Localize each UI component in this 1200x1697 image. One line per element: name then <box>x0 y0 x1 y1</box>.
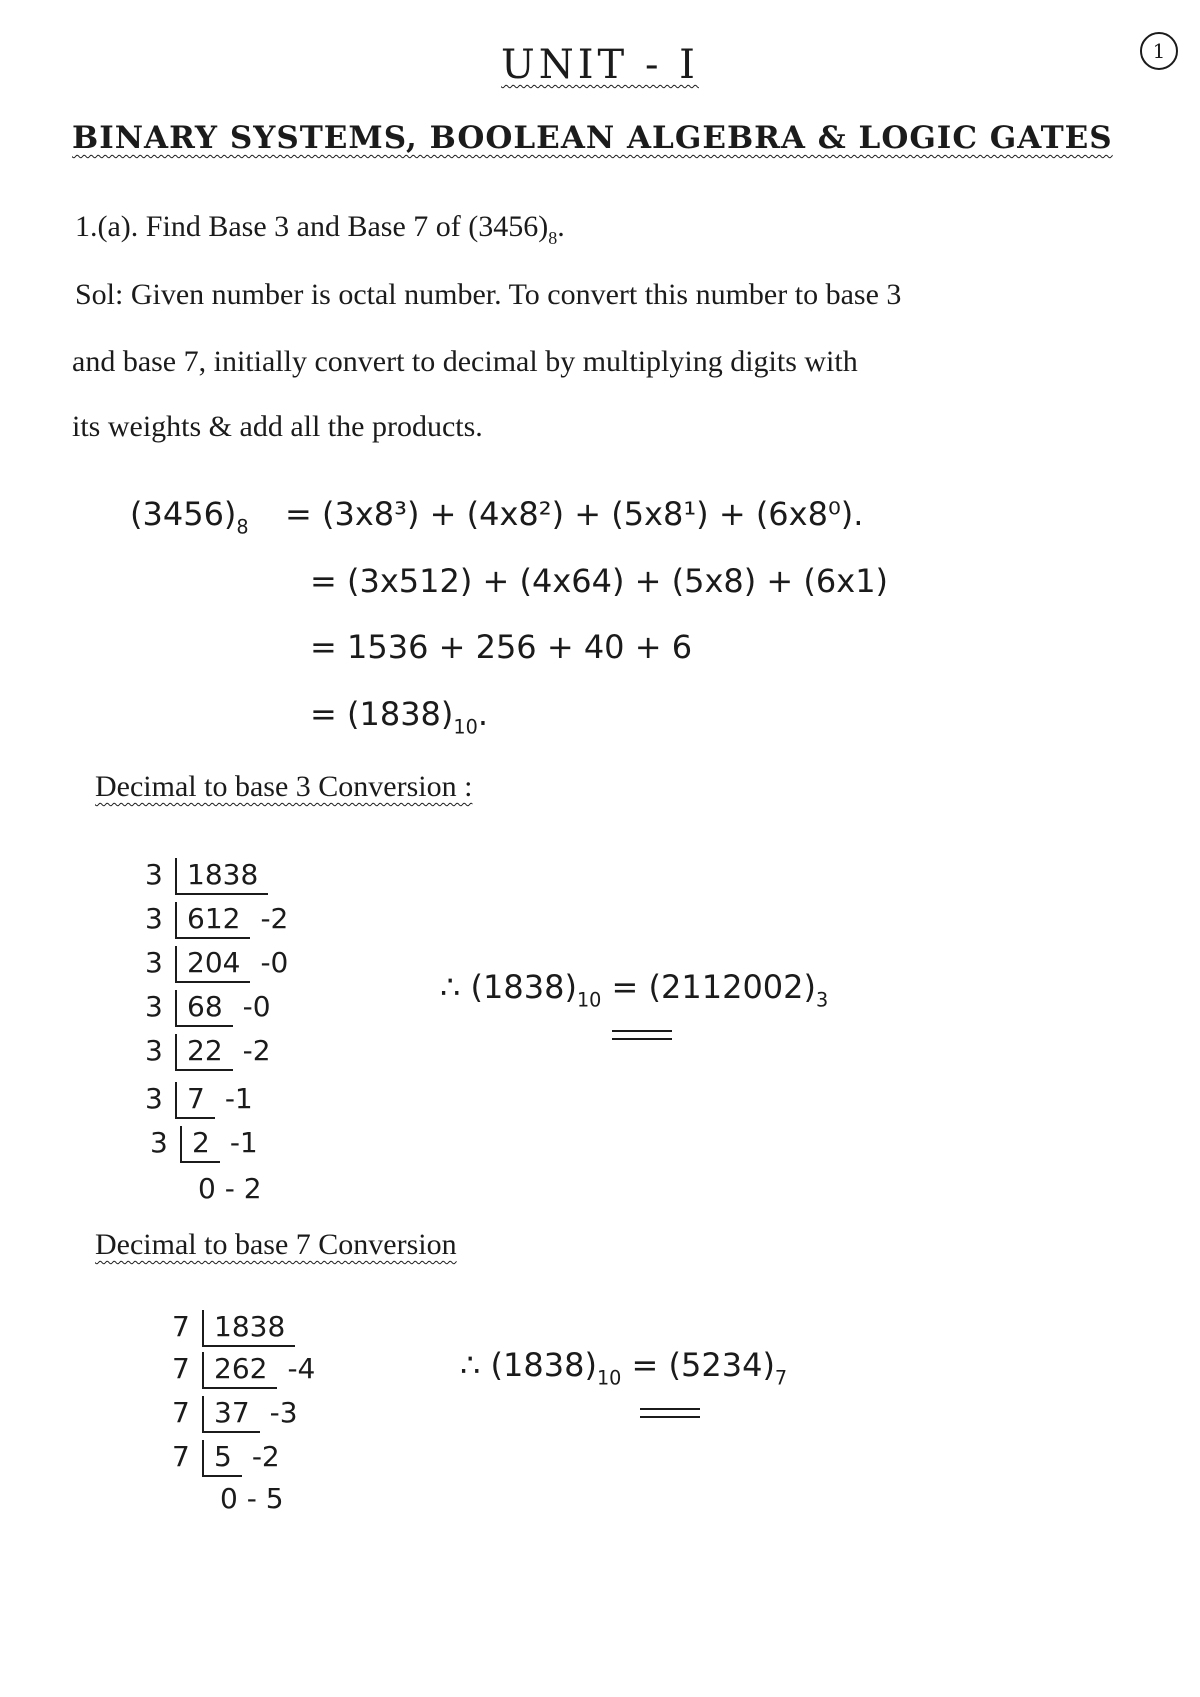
page-number-badge: 1 <box>1140 32 1178 70</box>
base3-remainder: -2 <box>242 1034 271 1067</box>
base7-result-eq: = <box>631 1346 659 1384</box>
base7-divisor: 7 <box>172 1310 190 1343</box>
base7-value: 37 <box>202 1396 260 1433</box>
solution-line-1 <box>75 278 901 312</box>
base7-remainder: -3 <box>269 1396 298 1429</box>
base3-divisor: 3 <box>145 1082 163 1115</box>
base3-row <box>145 946 288 983</box>
base7-divisor: 7 <box>172 1352 190 1385</box>
base7-result-lhs: (1838) <box>490 1346 597 1384</box>
base7-remainder: -4 <box>287 1352 316 1385</box>
base7-row <box>172 1352 315 1389</box>
base7-row <box>172 1310 305 1347</box>
expansion-row-3: = 1536 + 256 + 40 + 6 <box>310 628 693 666</box>
unit-title-text: UNIT - I <box>501 42 699 88</box>
base3-row <box>145 990 271 1027</box>
base7-row <box>172 1440 280 1477</box>
base7-heading: Decimal to base 7 Conversion <box>95 1228 457 1261</box>
base3-row <box>150 1126 258 1163</box>
base3-remainder: -2 <box>260 902 289 935</box>
base7-result-double-underline <box>640 1408 700 1418</box>
base7-value: 5 <box>202 1440 242 1477</box>
unit-title <box>0 42 1200 88</box>
base3-remainder: -0 <box>242 990 271 1023</box>
base7-divisor: 7 <box>172 1396 190 1429</box>
base3-remainder: -1 <box>229 1126 258 1159</box>
base3-result-rhs-base: 3 <box>816 988 829 1012</box>
base3-result-lhs: (1838) <box>470 968 577 1006</box>
base7-value: 1838 <box>202 1310 295 1347</box>
solution-line-2: and base 7, initially convert to decimal by multiplying digits with <box>72 345 858 378</box>
base3-row <box>145 858 278 895</box>
expansion-result: = (1838) <box>310 695 454 733</box>
base3-value: 204 <box>175 946 250 983</box>
question-line <box>75 210 565 249</box>
expansion-lhs <box>130 495 249 539</box>
base7-result-lhs-base: 10 <box>596 1366 622 1390</box>
solution-line-3: its weights & add all the products. <box>72 410 483 443</box>
question-label: 1.(a). <box>75 210 139 243</box>
base3-row <box>145 1034 271 1071</box>
base3-value: 2 <box>180 1126 220 1163</box>
base7-result-prefix: ∴ <box>460 1346 481 1384</box>
expansion-result-end: . <box>477 695 488 733</box>
base7-row <box>172 1396 298 1433</box>
base3-value: 7 <box>175 1082 215 1119</box>
base3-result-eq: = <box>611 968 639 1006</box>
base3-divisor: 3 <box>145 1034 163 1067</box>
base3-row <box>145 1082 253 1119</box>
chapter-subtitle: BINARY SYSTEMS, BOOLEAN ALGEBRA & LOGIC GATES <box>72 120 1113 156</box>
base7-result-rhs-base: 7 <box>774 1366 788 1390</box>
question-end: . <box>557 210 565 243</box>
base3-remainder: -1 <box>224 1082 253 1115</box>
base3-result-lhs-base: 10 <box>576 988 602 1012</box>
base3-final: 0 - 2 <box>198 1172 262 1205</box>
base3-remainder: -0 <box>260 946 289 979</box>
base7-divisor: 7 <box>172 1440 190 1473</box>
expansion-row-2: = (3x512) + (4x64) + (5x8) + (6x1) <box>310 562 889 600</box>
base3-result-double-underline <box>612 1030 672 1040</box>
base7-final: 0 - 5 <box>220 1482 284 1515</box>
base3-result-prefix: ∴ <box>440 968 461 1006</box>
solution-text-1: Given number is octal number. To convert this number to base 3 <box>130 278 902 311</box>
base3-row <box>145 902 288 939</box>
base7-value: 262 <box>202 1352 277 1389</box>
base3-divisor: 3 <box>145 902 163 935</box>
base3-divisor: 3 <box>145 946 163 979</box>
base7-result <box>460 1346 787 1390</box>
solution-label: Sol: <box>75 278 124 311</box>
base3-divisor: 3 <box>150 1126 168 1159</box>
expansion-row-1: = (3x8³) + (4x8²) + (5x8¹) + (6x8⁰). <box>285 495 864 533</box>
base7-result-rhs: (5234) <box>668 1346 775 1384</box>
expansion-lhs-number: (3456) <box>130 495 237 533</box>
question-text: Find Base 3 and Base 7 of (3456) <box>145 210 549 243</box>
expansion-row-4 <box>310 695 488 739</box>
base7-remainder: -2 <box>251 1440 280 1473</box>
base3-value: 68 <box>175 990 233 1027</box>
expansion-lhs-base: 8 <box>236 515 249 539</box>
base3-result-rhs: (2112002) <box>648 968 816 1006</box>
base3-value: 22 <box>175 1034 233 1071</box>
base3-value: 612 <box>175 902 250 939</box>
base3-result <box>440 968 828 1012</box>
question-base: 8 <box>548 228 558 249</box>
base3-divisor: 3 <box>145 990 163 1023</box>
base3-value: 1838 <box>175 858 268 895</box>
base3-divisor: 3 <box>145 858 163 891</box>
expansion-result-base: 10 <box>453 715 478 739</box>
base3-heading: Decimal to base 3 Conversion : <box>95 770 473 803</box>
